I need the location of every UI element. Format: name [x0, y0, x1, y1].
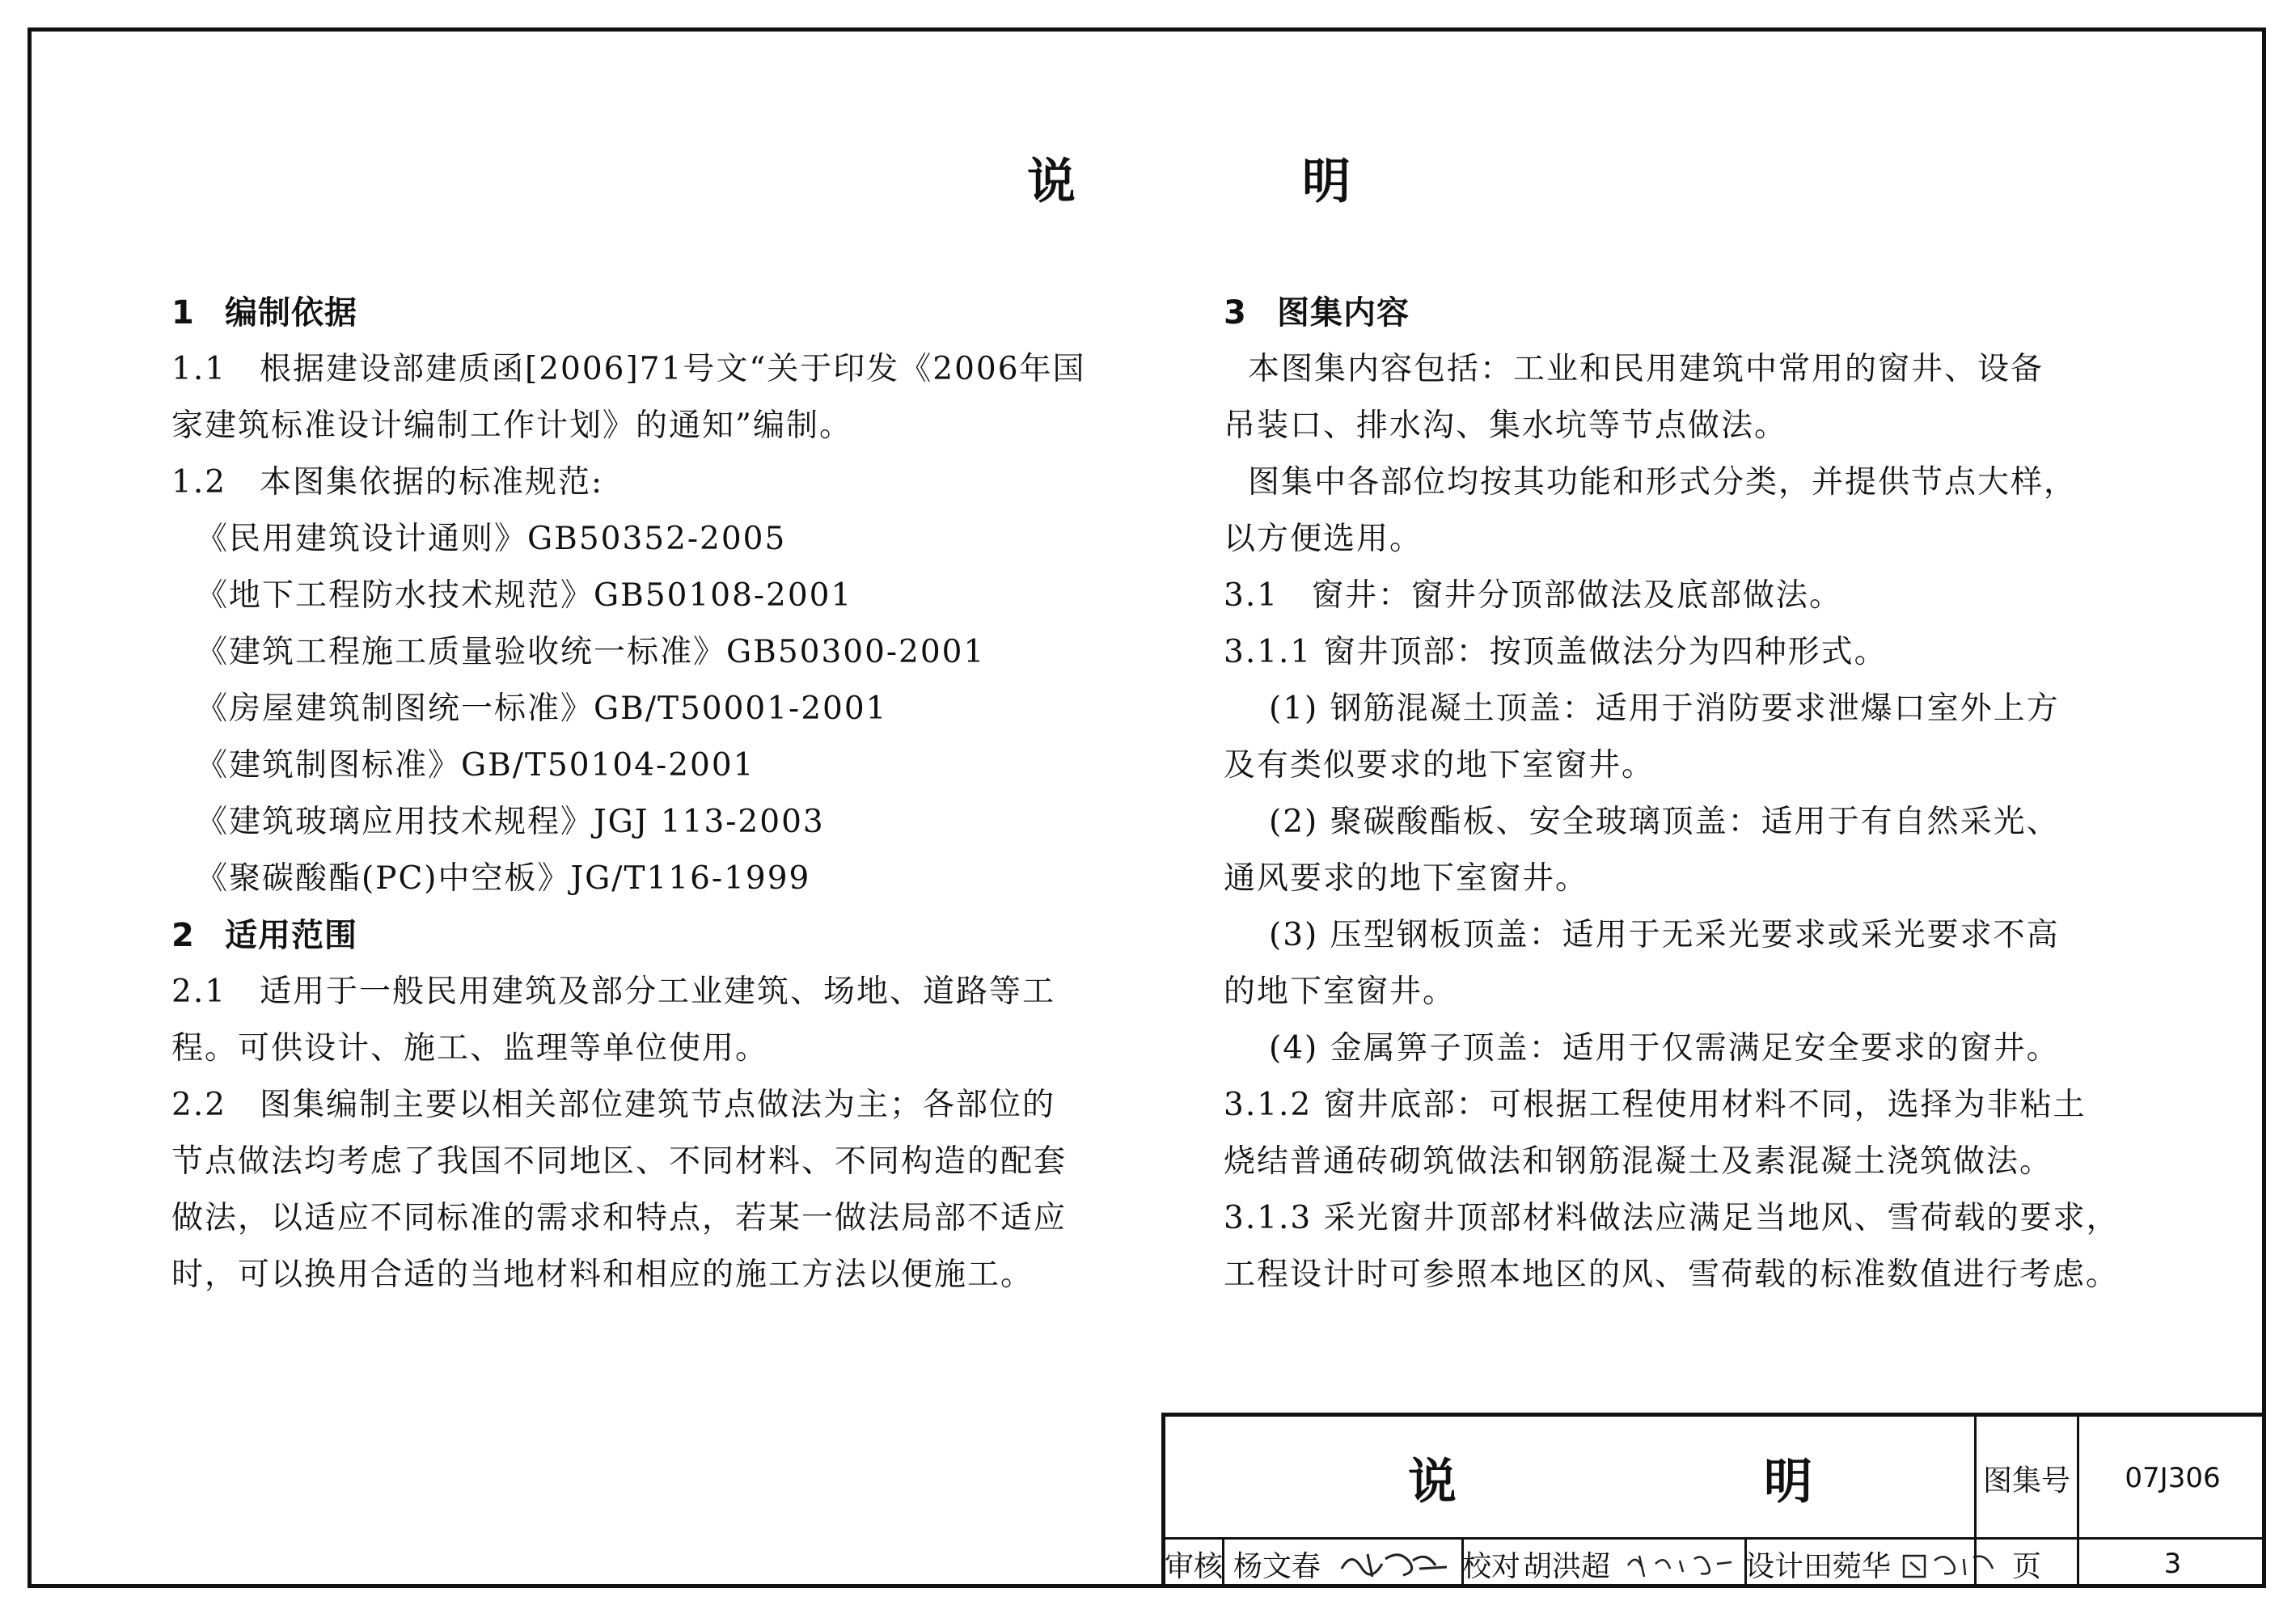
- page-title: [1027, 154, 1351, 210]
- text-line: 《建筑工程施工质量验收统一标准》GB50300-2001: [196, 634, 986, 670]
- text-line: 做法，以适应不同标准的需求和特点，若某一做法局部不适应: [171, 1200, 1068, 1236]
- checker-name: 胡洪超: [1522, 1549, 1610, 1583]
- section-title: 适用范围: [225, 917, 357, 954]
- text-line: (2) 聚碳酸酯板、安全玻璃顶盖：适用于有自然采光、: [1269, 804, 2060, 840]
- atlas-number: 07J306: [2125, 1462, 2221, 1494]
- reviewer-signature-icon: [1335, 1544, 1457, 1585]
- text-line: 的地下室窗井。: [1224, 974, 1457, 1010]
- text-line: 程。可供设计、施工、监理等单位使用。: [171, 1030, 769, 1067]
- designer-name: 田菀华: [1803, 1549, 1891, 1583]
- section-title: 编制依据: [225, 294, 357, 332]
- section-number: 3: [1224, 294, 1247, 332]
- text-line: 节点做法均考虑了我国不同地区、不同材料、不同构造的配套: [171, 1143, 1068, 1180]
- right-column: [1224, 285, 2137, 1303]
- section-heading: [171, 285, 1101, 341]
- text-line: (3) 压型钢板顶盖：适用于无采光要求或采光要求不高: [1269, 917, 2060, 953]
- text-line: 以方便选用。: [1224, 521, 1423, 557]
- page-title-char-1: 说: [1027, 154, 1076, 210]
- text-line: 1.1 根据建设部建质函[2006]71号文“关于印发《2006年国: [171, 351, 1086, 387]
- review-label: 审核: [1165, 1549, 1224, 1583]
- text-line: (1) 钢筋混凝土顶盖：适用于消防要求泄爆口室外上方: [1269, 691, 2060, 727]
- text-line: 时，可以换用合适的当地材料和相应的施工方法以便施工。: [171, 1257, 1034, 1293]
- text-line: 3.1.3 采光窗井顶部材料做法应满足当地风、雪荷载的要求，: [1224, 1200, 2120, 1236]
- text-line: 吊装口、排水沟、集水坑等节点做法。: [1224, 408, 1788, 444]
- title-block-title-char-2: 明: [1764, 1454, 1812, 1510]
- text-line: 3.1.1 窗井顶部：按顶盖做法分为四种形式。: [1224, 634, 1888, 670]
- checker-signature-icon: [1623, 1544, 1736, 1585]
- text-line: 烧结普通砖砌筑做法和钢筋混凝土及素混凝土浇筑做法。: [1224, 1143, 2053, 1180]
- page-label: 页: [2011, 1549, 2041, 1583]
- section-title: 图集内容: [1277, 294, 1410, 332]
- text-line: 通风要求的地下室窗井。: [1224, 860, 1589, 897]
- text-line: 家建筑标准设计编制工作计划》的通知”编制。: [171, 408, 852, 444]
- text-line: 图集中各部位均按其功能和形式分类，并提供节点大样，: [1248, 464, 2078, 501]
- text-line: 工程设计时可参照本地区的风、雪荷载的标准数值进行考虑。: [1224, 1257, 2120, 1293]
- text-line: 《聚碳酸酯(PC)中空板》JG/T116-1999: [196, 860, 811, 897]
- text-line: 2.1 适用于一般民用建筑及部分工业建筑、场地、道路等工: [171, 974, 1056, 1010]
- section-heading: [1224, 285, 2137, 341]
- atlas-number-label: 图集号: [1982, 1464, 2070, 1498]
- text-line: 2.2 图集编制主要以相关部位建筑节点做法为主；各部位的: [171, 1087, 1056, 1123]
- text-line: 及有类似要求的地下室窗井。: [1224, 747, 1655, 784]
- text-line: 《建筑玻璃应用技术规程》JGJ 113-2003: [196, 804, 825, 840]
- text-line: 《地下工程防水技术规范》GB50108-2001: [196, 577, 853, 614]
- section-number: 2: [171, 917, 195, 954]
- left-column: [171, 285, 1101, 1303]
- reviewer-name: 杨文春: [1233, 1549, 1321, 1583]
- title-block-signature-row: [1165, 1540, 2266, 1588]
- title-block-top-row: [1165, 1417, 2266, 1540]
- text-line: (4) 金属箅子顶盖：适用于仅需满足安全要求的窗井。: [1269, 1030, 2060, 1067]
- title-block-title: [1408, 1417, 1812, 1540]
- section-number: 1: [171, 294, 195, 332]
- title-block-title-char-1: 说: [1408, 1454, 1457, 1510]
- title-block: [1161, 1413, 2266, 1588]
- design-label: 设计: [1745, 1549, 1804, 1583]
- text-line: 《房屋建筑制图统一标准》GB/T50001-2001: [196, 691, 888, 727]
- page-number: 3: [2163, 1548, 2182, 1580]
- text-line: 《建筑制图标准》GB/T50104-2001: [196, 747, 755, 784]
- text-line: 本图集内容包括：工业和民用建筑中常用的窗井、设备: [1248, 351, 2044, 387]
- section-heading: [171, 907, 1101, 964]
- page-title-char-2: 明: [1302, 154, 1351, 210]
- text-line: 3.1 窗井：窗井分顶部做法及底部做法。: [1224, 577, 1843, 614]
- text-line: 1.2 本图集依据的标准规范:: [171, 464, 604, 501]
- check-label: 校对: [1462, 1549, 1521, 1583]
- text-line: 《民用建筑设计通则》GB50352-2005: [196, 521, 787, 557]
- text-line: 3.1.2 窗井底部：可根据工程使用材料不同，选择为非粘土: [1224, 1087, 2087, 1123]
